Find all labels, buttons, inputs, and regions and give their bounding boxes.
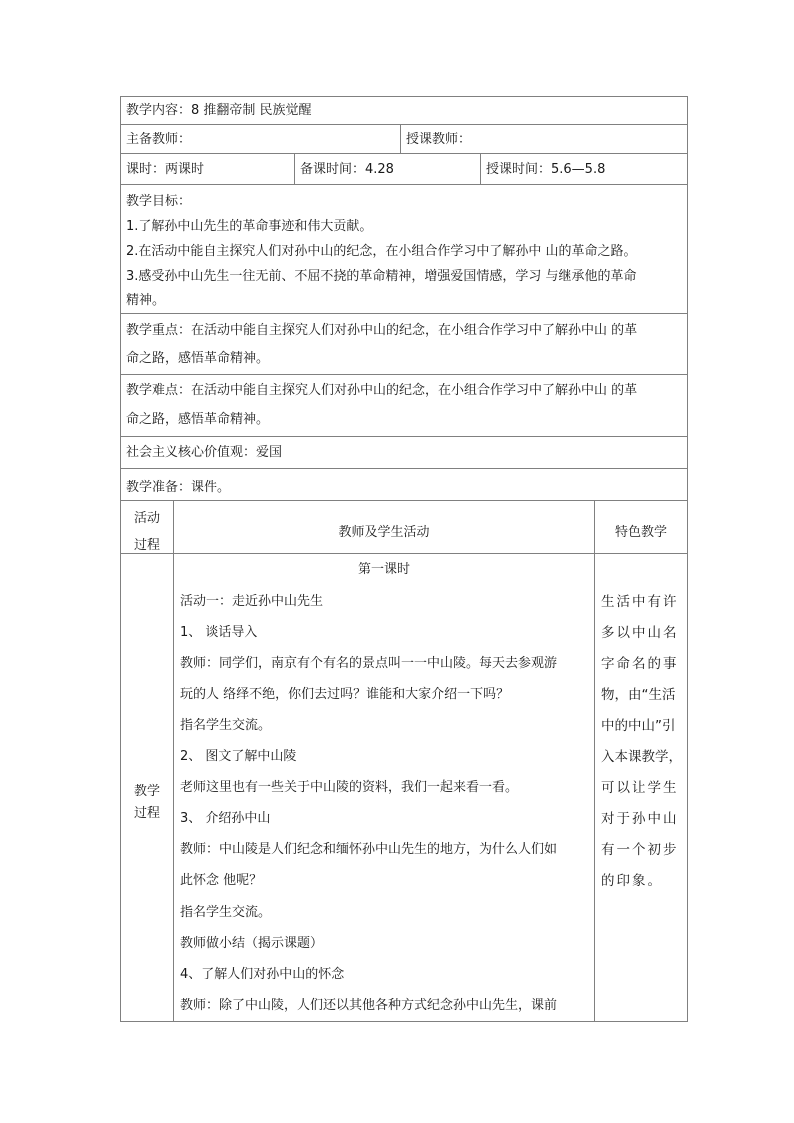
feature-line: 多以中山名 (601, 625, 679, 641)
difficulty-row (120, 374, 688, 437)
teaching-content: 教学内容：8 推翻帝制 民族觉醒 (126, 103, 312, 118)
activity-line: 教师：中山陵是人们纪念和缅怀孙中山先生的地方，为什么人们如 (180, 842, 558, 857)
activity-line: 教师做小结（揭示课题） (180, 936, 324, 951)
feature-line: 可以让学生 (601, 780, 679, 796)
activity-line: 活动一：走近孙中山先生 (180, 594, 324, 609)
feature-line: 对于孙中山 (601, 811, 679, 827)
feature-line: 的印象。 (601, 873, 663, 889)
activity-line: 2、 图文了解中山陵 (180, 749, 297, 764)
activity-line: 指名学生交流。 (180, 905, 272, 920)
feature-line: 生活中有许 (601, 594, 679, 610)
key-point-line: 命之路，感悟革命精神。 (126, 351, 270, 366)
prep-time: 备课时间：4.28 (300, 162, 394, 177)
goal-item: 2.在活动中能自主探究人们对孙中山的纪念，在小组合作学习中了解孙中 山的革命之路。 (126, 244, 637, 259)
difficulty-line: 教学难点：在活动中能自主探究人们对孙中山的纪念，在小组合作学习中了解孙中山 的革 (126, 383, 638, 398)
values-row (120, 436, 688, 469)
main-teacher-label: 主备教师： (126, 132, 192, 147)
header-activity-line2: 过程 (133, 538, 160, 553)
preparation-row (120, 468, 688, 501)
activity-line: 3、 介绍孙中山 (180, 811, 271, 826)
class-hours: 课时：两课时 (126, 162, 205, 177)
activity-line: 此怀念 他呢？ (180, 873, 263, 888)
feature-cell (594, 554, 687, 1021)
goals-row (120, 184, 688, 314)
activity-line: 4、了解人们对孙中山的怀念 (180, 967, 345, 982)
goal-item: 3.感受孙中山先生一往无前、不屈不挠的革命精神，增强爱国情感，学习 与继承他的革命 (126, 269, 637, 284)
content-row (120, 96, 688, 125)
teaching-teacher-label: 授课教师： (406, 132, 472, 147)
activity-line: 玩的人 络绎不绝，你们去过吗？谁能和大家介绍一下吗？ (180, 687, 510, 702)
activity-line: 老师这里也有一些关于中山陵的资料，我们一起来看一看。 (180, 780, 519, 795)
lesson-title: 第一课时 (357, 562, 410, 577)
key-point-line: 教学重点：在活动中能自主探究人们对孙中山的纪念，在小组合作学习中了解孙中山 的革 (126, 323, 638, 338)
goals-title: 教学目标： (126, 194, 192, 209)
table-header-row (120, 500, 688, 554)
teach-time: 授课时间：5.6—5.8 (486, 162, 606, 177)
difficulty-line: 命之路，感悟革命精神。 (126, 412, 270, 427)
header-activities: 教师及学生活动 (338, 525, 430, 540)
schedule-row (120, 153, 688, 185)
header-feature: 特色教学 (614, 525, 667, 540)
feature-line: 字命名的事 (601, 656, 679, 672)
feature-line: 物，由“生活 (601, 687, 676, 703)
core-values: 社会主义核心价值观：爱国 (126, 445, 283, 460)
activity-line: 指名学生交流。 (180, 718, 272, 733)
goal-item: 精神。 (126, 293, 166, 308)
feature-line: 入本课教学， (601, 749, 682, 765)
feature-line: 中的中山”引 (601, 718, 676, 734)
feature-line: 有一个初步 (601, 842, 679, 858)
process-label-line1: 教学 (133, 784, 160, 799)
activity-line: 教师：同学们，南京有个有名的景点叫一一中山陵。每天去参观游 (180, 656, 558, 671)
teachers-row (120, 124, 688, 154)
activity-line: 1、 谈话导入 (180, 625, 258, 640)
key-point-row (120, 313, 688, 375)
activity-line: 教师：除了中山陵，人们还以其他各种方式纪念孙中山先生，课前 (180, 998, 558, 1013)
header-activity-line1: 活动 (133, 511, 160, 526)
process-label-line2: 过程 (133, 806, 160, 821)
goal-item: 1.了解孙中山先生的革命事迹和伟大贡献。 (126, 219, 373, 234)
activities-cell (173, 554, 594, 1021)
process-row (120, 553, 688, 1022)
teaching-preparation: 教学准备：课件。 (126, 480, 231, 495)
